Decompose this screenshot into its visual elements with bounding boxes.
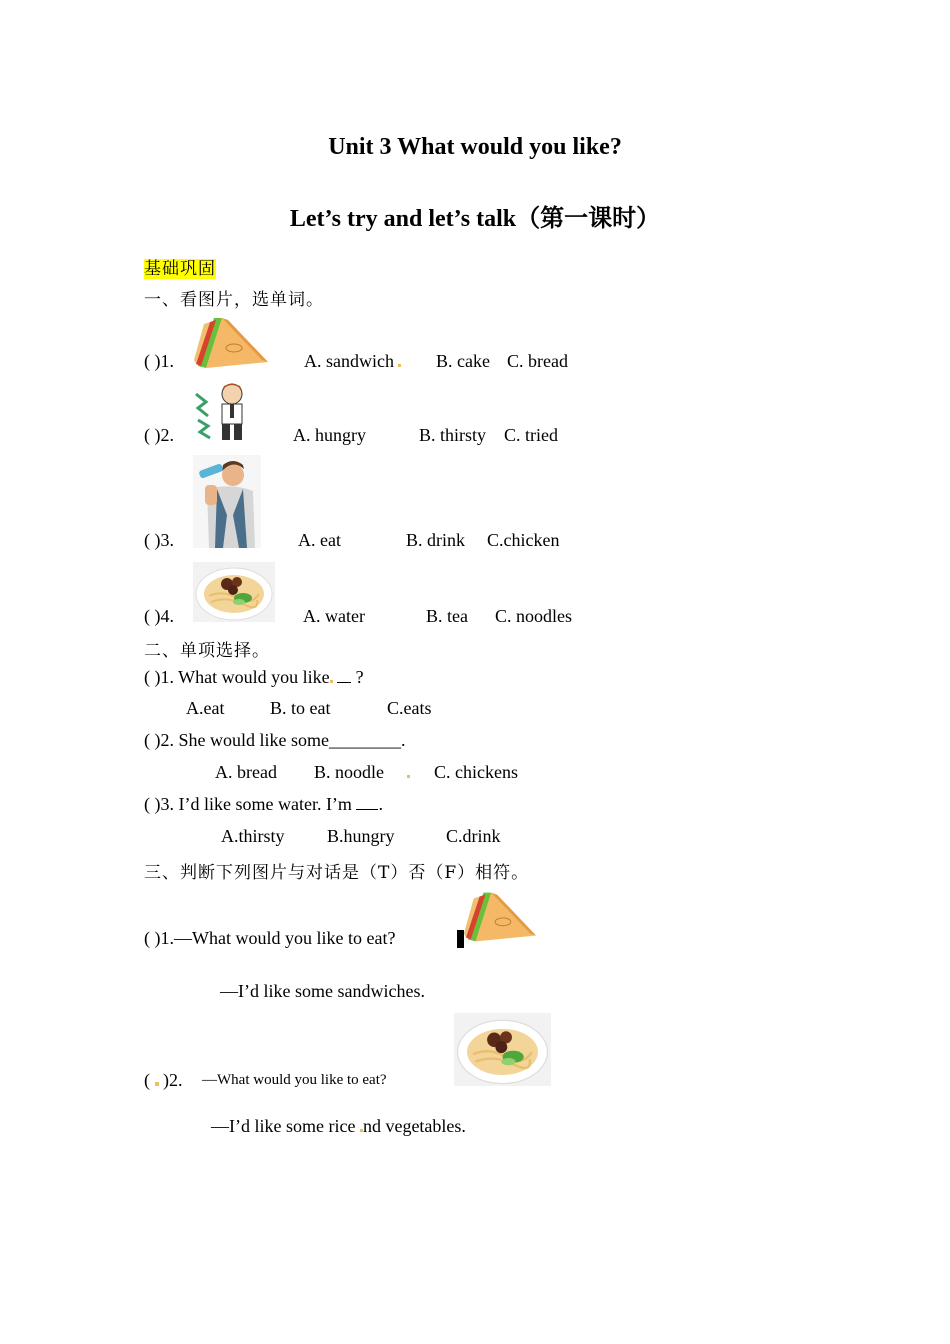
p1-q2-option-a: A. hungry	[293, 425, 366, 445]
noodles-picture	[454, 1013, 551, 1086]
p2-q1-stem: ( )1. What would you like ?	[144, 667, 364, 687]
p2-q1-option-a: A.eat	[186, 698, 225, 718]
p2-q1-option-b: B. to eat	[270, 698, 331, 718]
p1-q4-option-b: B. tea	[426, 606, 468, 626]
p3-item1-question: ( )1.—What would you like to eat?	[144, 928, 396, 948]
p3-item2-number: ( )2.	[144, 1070, 183, 1090]
p2-q2-option-b: B. noodle	[314, 762, 410, 783]
p1-q3-option-a: A. eat	[298, 530, 341, 550]
drinking-man-picture	[193, 455, 261, 548]
p1-q4-number: ( )4.	[144, 606, 174, 626]
p1-q1-option-b: B. cake	[436, 351, 490, 371]
section-tag: 基础巩固	[144, 259, 216, 279]
p1-q1-option-a: A. sandwich	[304, 351, 401, 372]
p2-q2-option-c: C. chickens	[434, 762, 518, 782]
p1-q3-option-b: B. drink	[406, 530, 466, 550]
tired-boy-picture	[192, 380, 252, 442]
p2-q3-option-a: A.thirsty	[221, 826, 285, 846]
p1-q2-option-b: B. thirsty	[419, 425, 487, 445]
part2-heading: 二、单项选择。	[144, 641, 270, 661]
p1-q1-option-c: C. bread	[507, 351, 568, 371]
sandwich-picture	[462, 888, 538, 944]
p1-q4-option-a: A. water	[303, 606, 365, 626]
p1-q2-number: ( )2.	[144, 425, 174, 445]
sandwich-picture	[192, 314, 270, 370]
p1-q4-option-c: C. noodles	[495, 606, 573, 626]
p2-q3-option-b: B.hungry	[327, 826, 395, 846]
noodles-picture	[193, 562, 275, 622]
p2-q3-stem: ( )3. I’d like some water. I’m .	[144, 794, 383, 814]
p1-q1-number: ( )1.	[144, 351, 174, 371]
page-subtitle: Let’s try and let’s talk（第一课时）	[289, 206, 661, 232]
p3-item2-question: —What would you like to eat?	[202, 1072, 387, 1088]
p3-item2-answer: —I’d like some rice nd vegetables.	[211, 1116, 466, 1136]
p1-q3-option-c: C.chicken	[487, 530, 560, 550]
p3-item1-answer: —I’d like some sandwiches.	[220, 981, 425, 1001]
p2-q2-stem: ( )2. She would like some________.	[144, 730, 406, 750]
p1-q2-option-c: C. tried	[504, 425, 558, 445]
page-title: Unit 3 What would you like?	[328, 134, 622, 160]
part1-heading: 一、看图片，选单词。	[144, 290, 324, 310]
p2-q3-option-c: C.drink	[446, 826, 501, 846]
p2-q1-option-c: C.eats	[387, 698, 432, 718]
p1-q3-number: ( )3.	[144, 530, 174, 550]
part3-heading: 三、判断下列图片与对话是（T）否（F）相符。	[144, 863, 530, 883]
p2-q2-option-a: A. bread	[215, 762, 277, 782]
